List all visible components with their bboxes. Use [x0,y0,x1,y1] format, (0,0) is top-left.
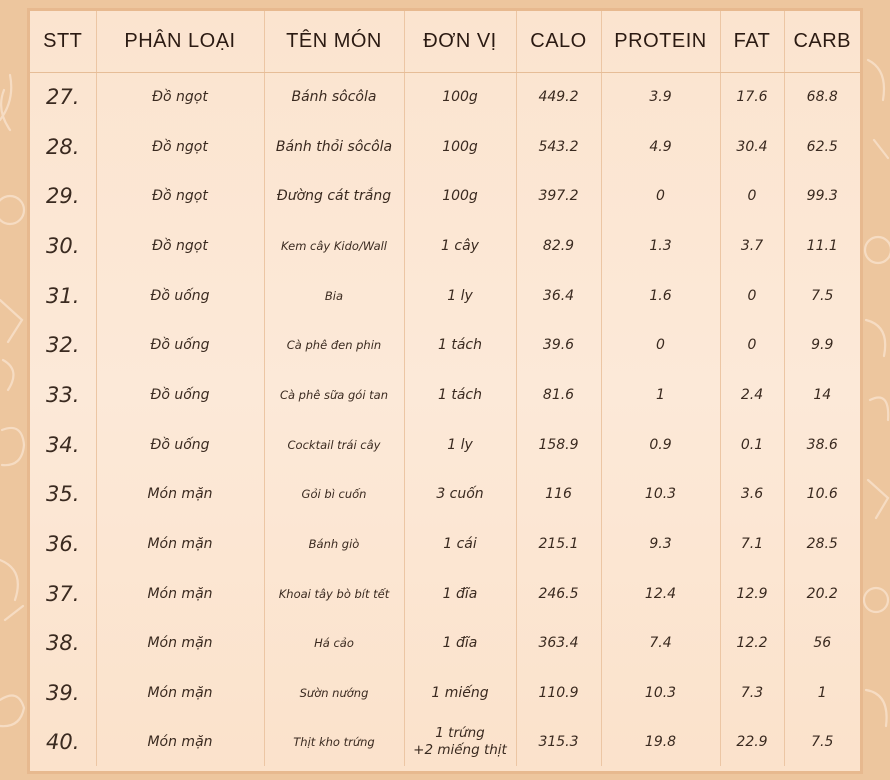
row-dish-name: Cà phê đen phin [264,320,404,370]
row-fat: 22.9 [720,718,784,766]
row-calo: 363.4 [516,619,601,669]
row-carb: 56 [784,619,860,669]
row-number: 27. [46,85,80,110]
row-dish-name: Kem cây Kido/Wall [264,221,404,271]
row-calo: 82.9 [516,221,601,271]
row-category: Món mặn [96,619,264,669]
row-protein: 1.6 [601,271,720,321]
row-carb: 7.5 [784,718,860,766]
row-unit: 1 đĩa [404,619,516,669]
row-calo: 81.6 [516,370,601,420]
row-protein: 10.3 [601,668,720,718]
row-protein: 0.9 [601,420,720,470]
row-calo: 543.2 [516,122,601,172]
row-calo: 315.3 [516,718,601,766]
row-number: 32. [46,333,80,358]
row-category: Món mặn [96,668,264,718]
row-dish-name: Bia [264,271,404,321]
table-row [30,470,860,520]
row-fat: 3.7 [720,221,784,271]
row-calo: 246.5 [516,569,601,619]
row-number: 36. [46,532,80,557]
row-category: Món mặn [96,470,264,520]
row-protein: 1.3 [601,221,720,271]
row-fat: 12.2 [720,619,784,669]
row-dish-name: Há cảo [264,619,404,669]
row-fat: 3.6 [720,470,784,520]
row-category: Món mặn [96,718,264,766]
row-protein: 3.9 [601,72,720,122]
row-protein: 7.4 [601,619,720,669]
row-fat: 17.6 [720,72,784,122]
row-carb: 10.6 [784,470,860,520]
row-unit: 1 trứng +2 miếng thịt [404,718,516,766]
row-unit: 1 cái [404,519,516,569]
row-unit: 1 cây [404,221,516,271]
row-dish-name: Khoai tây bò bít tết [264,569,404,619]
row-dish-name: Đường cát trắng [264,171,404,221]
row-protein: 12.4 [601,569,720,619]
row-protein: 1 [601,370,720,420]
row-unit: 1 tách [404,320,516,370]
header-category: PHÂN LOẠI [96,11,264,72]
row-protein: 0 [601,171,720,221]
row-protein: 10.3 [601,470,720,520]
row-calo: 110.9 [516,668,601,718]
nutrition-table [30,11,860,766]
row-calo: 39.6 [516,320,601,370]
row-carb: 7.5 [784,271,860,321]
row-dish-name: Thịt kho trứng [264,718,404,766]
row-category: Đồ uống [96,271,264,321]
row-unit: 100g [404,72,516,122]
row-category: Đồ ngọt [96,221,264,271]
row-protein: 4.9 [601,122,720,172]
table-row [30,72,860,122]
table-row [30,668,860,718]
table-row [30,569,860,619]
row-number: 40. [46,729,80,754]
row-number: 28. [46,134,80,159]
row-dish-name: Cà phê sữa gói tan [264,370,404,420]
row-dish-name: Sườn nướng [264,668,404,718]
row-unit: 1 đĩa [404,569,516,619]
row-fat: 0 [720,171,784,221]
row-calo: 397.2 [516,171,601,221]
row-carb: 11.1 [784,221,860,271]
header-dish-name: TÊN MÓN [264,11,404,72]
row-calo: 215.1 [516,519,601,569]
row-dish-name: Bánh thỏi sôcôla [264,122,404,172]
row-dish-name: Cocktail trái cây [264,420,404,470]
row-category: Đồ ngọt [96,72,264,122]
row-carb: 9.9 [784,320,860,370]
table-header-row [30,11,860,72]
row-number: 31. [46,283,80,308]
table-row [30,221,860,271]
table-row [30,519,860,569]
row-number: 39. [46,681,80,706]
row-fat: 12.9 [720,569,784,619]
row-category: Đồ uống [96,370,264,420]
header-unit: ĐƠN VỊ [404,11,516,72]
row-fat: 0 [720,320,784,370]
row-unit: 1 ly [404,271,516,321]
row-carb: 62.5 [784,122,860,172]
row-protein: 9.3 [601,519,720,569]
row-carb: 99.3 [784,171,860,221]
row-category: Đồ ngọt [96,122,264,172]
row-fat: 7.3 [720,668,784,718]
row-category: Món mặn [96,519,264,569]
row-number: 30. [46,233,80,258]
row-number: 37. [46,581,80,606]
table-row [30,370,860,420]
table-row [30,171,860,221]
table-row [30,320,860,370]
row-fat: 30.4 [720,122,784,172]
row-category: Đồ ngọt [96,171,264,221]
nutrition-table-panel [27,8,863,774]
row-carb: 20.2 [784,569,860,619]
row-carb: 68.8 [784,72,860,122]
row-number: 38. [46,631,80,656]
row-calo: 36.4 [516,271,601,321]
row-calo: 158.9 [516,420,601,470]
row-dish-name: Bánh giò [264,519,404,569]
row-unit: 3 cuốn [404,470,516,520]
row-carb: 14 [784,370,860,420]
row-protein: 0 [601,320,720,370]
header-fat: FAT [720,11,784,72]
row-calo: 449.2 [516,72,601,122]
row-unit: 100g [404,122,516,172]
row-unit: 100g [404,171,516,221]
table-row [30,271,860,321]
row-fat: 7.1 [720,519,784,569]
row-fat: 2.4 [720,370,784,420]
header-calo: CALO [516,11,601,72]
table-row [30,122,860,172]
row-fat: 0.1 [720,420,784,470]
row-carb: 38.6 [784,420,860,470]
row-category: Món mặn [96,569,264,619]
row-protein: 19.8 [601,718,720,766]
row-number: 29. [46,184,80,209]
row-number: 34. [46,432,80,457]
row-number: 33. [46,382,80,407]
table-row [30,718,860,766]
header-stt: STT [30,11,96,72]
row-category: Đồ uống [96,420,264,470]
row-unit: 1 miếng [404,668,516,718]
table-row [30,619,860,669]
row-fat: 0 [720,271,784,321]
row-number: 35. [46,482,80,507]
table-row [30,420,860,470]
row-carb: 28.5 [784,519,860,569]
row-dish-name: Bánh sôcôla [264,72,404,122]
row-unit: 1 tách [404,370,516,420]
header-carb: CARB [784,11,860,72]
row-category: Đồ uống [96,320,264,370]
row-calo: 116 [516,470,601,520]
row-carb: 1 [784,668,860,718]
row-unit: 1 ly [404,420,516,470]
row-dish-name: Gỏi bì cuốn [264,470,404,520]
header-protein: PROTEIN [601,11,720,72]
